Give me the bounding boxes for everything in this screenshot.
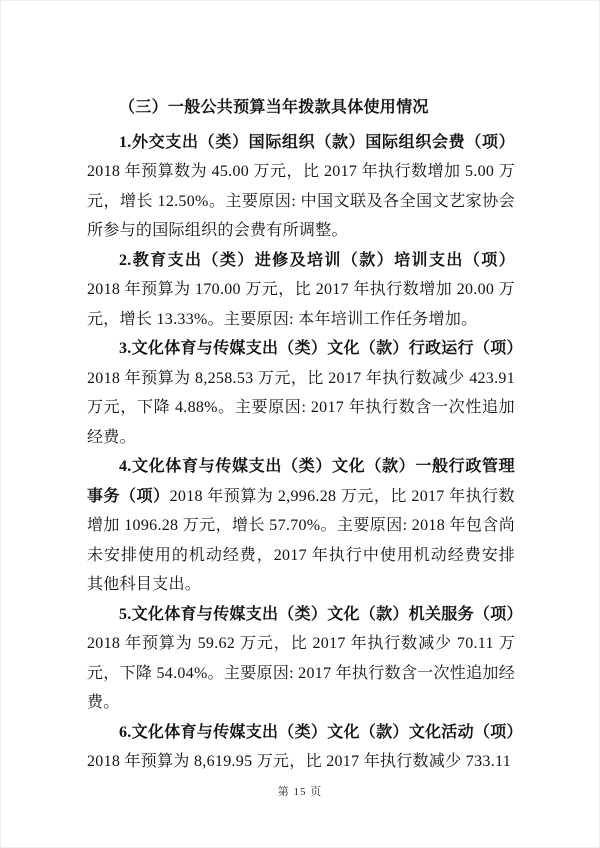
budget-line-detail: 2018 年预算为 8,619.95 万元，比 2017 年执行数减少 733.11 <box>87 753 512 770</box>
budget-line-title: 4.文化体育与传媒支出（类）文化（款）一般行政管理事务（项） <box>87 458 515 505</box>
budget-line-title: 6.文化体育与传媒支出（类）文化（款）文化活动（项） <box>119 723 523 741</box>
budget-paragraph <box>87 600 523 718</box>
paragraph-list <box>87 128 523 777</box>
budget-line-title: 5.文化体育与传媒支出（类）文化（款）机关服务（项） <box>119 605 523 623</box>
budget-paragraph <box>87 246 515 335</box>
page-number: 第 15 页 <box>277 786 323 798</box>
budget-line-detail: 2018 年预算为 2,996.28 万元，比 2017 年执行数增加 1096.28 万元，增长 57.70%。主要原因: 2018 年包含尚未安排使用的机动经费，2017 年执行中使用机动经费安排其他科目支出。 <box>87 487 515 593</box>
budget-line-detail: 2018 年预算数为 45.00 万元，比 2017 年执行数增加 5.00 万元，增长 12.50%。主要原因: 中国文联及各全国文艺家协会所参与的国际组织的会费有所调整。 <box>87 163 515 239</box>
section-heading: （三）一般公共预算当年拨款具体使用情况 <box>119 99 429 116</box>
page-footer <box>1 783 599 799</box>
budget-line-title: 3.文化体育与传媒支出（类）文化（款）行政运行（项） <box>119 340 523 357</box>
budget-paragraph <box>87 718 523 777</box>
budget-paragraph <box>87 334 523 452</box>
budget-line-detail: 2018 年预算为 59.62 万元，比 2017 年执行数减少 70.11 万元，下降 54.04%。主要原因: 2017 年执行数含一次性追加经费。 <box>87 635 515 711</box>
budget-line-title: 1.外交支出（类）国际组织（款）国际组织会费（项） <box>119 133 515 151</box>
budget-paragraph <box>87 128 515 246</box>
document-content <box>87 93 523 777</box>
budget-line-detail: 2018 年预算为 170.00 万元，比 2017 年执行数增加 20.00 万元，增长 13.33%。主要原因: 本年培训工作任务增加。 <box>87 281 515 328</box>
budget-line-title: 2.教育支出（类）进修及培训（款）培训支出（项） <box>119 251 515 269</box>
budget-paragraph <box>87 452 515 600</box>
budget-line-detail: 2018 年预算为 8,258.53 万元，比 2017 年执行数减少 423.91 万元，下降 4.88%。主要原因: 2017 年执行数含一次性追加经费。 <box>87 369 515 446</box>
